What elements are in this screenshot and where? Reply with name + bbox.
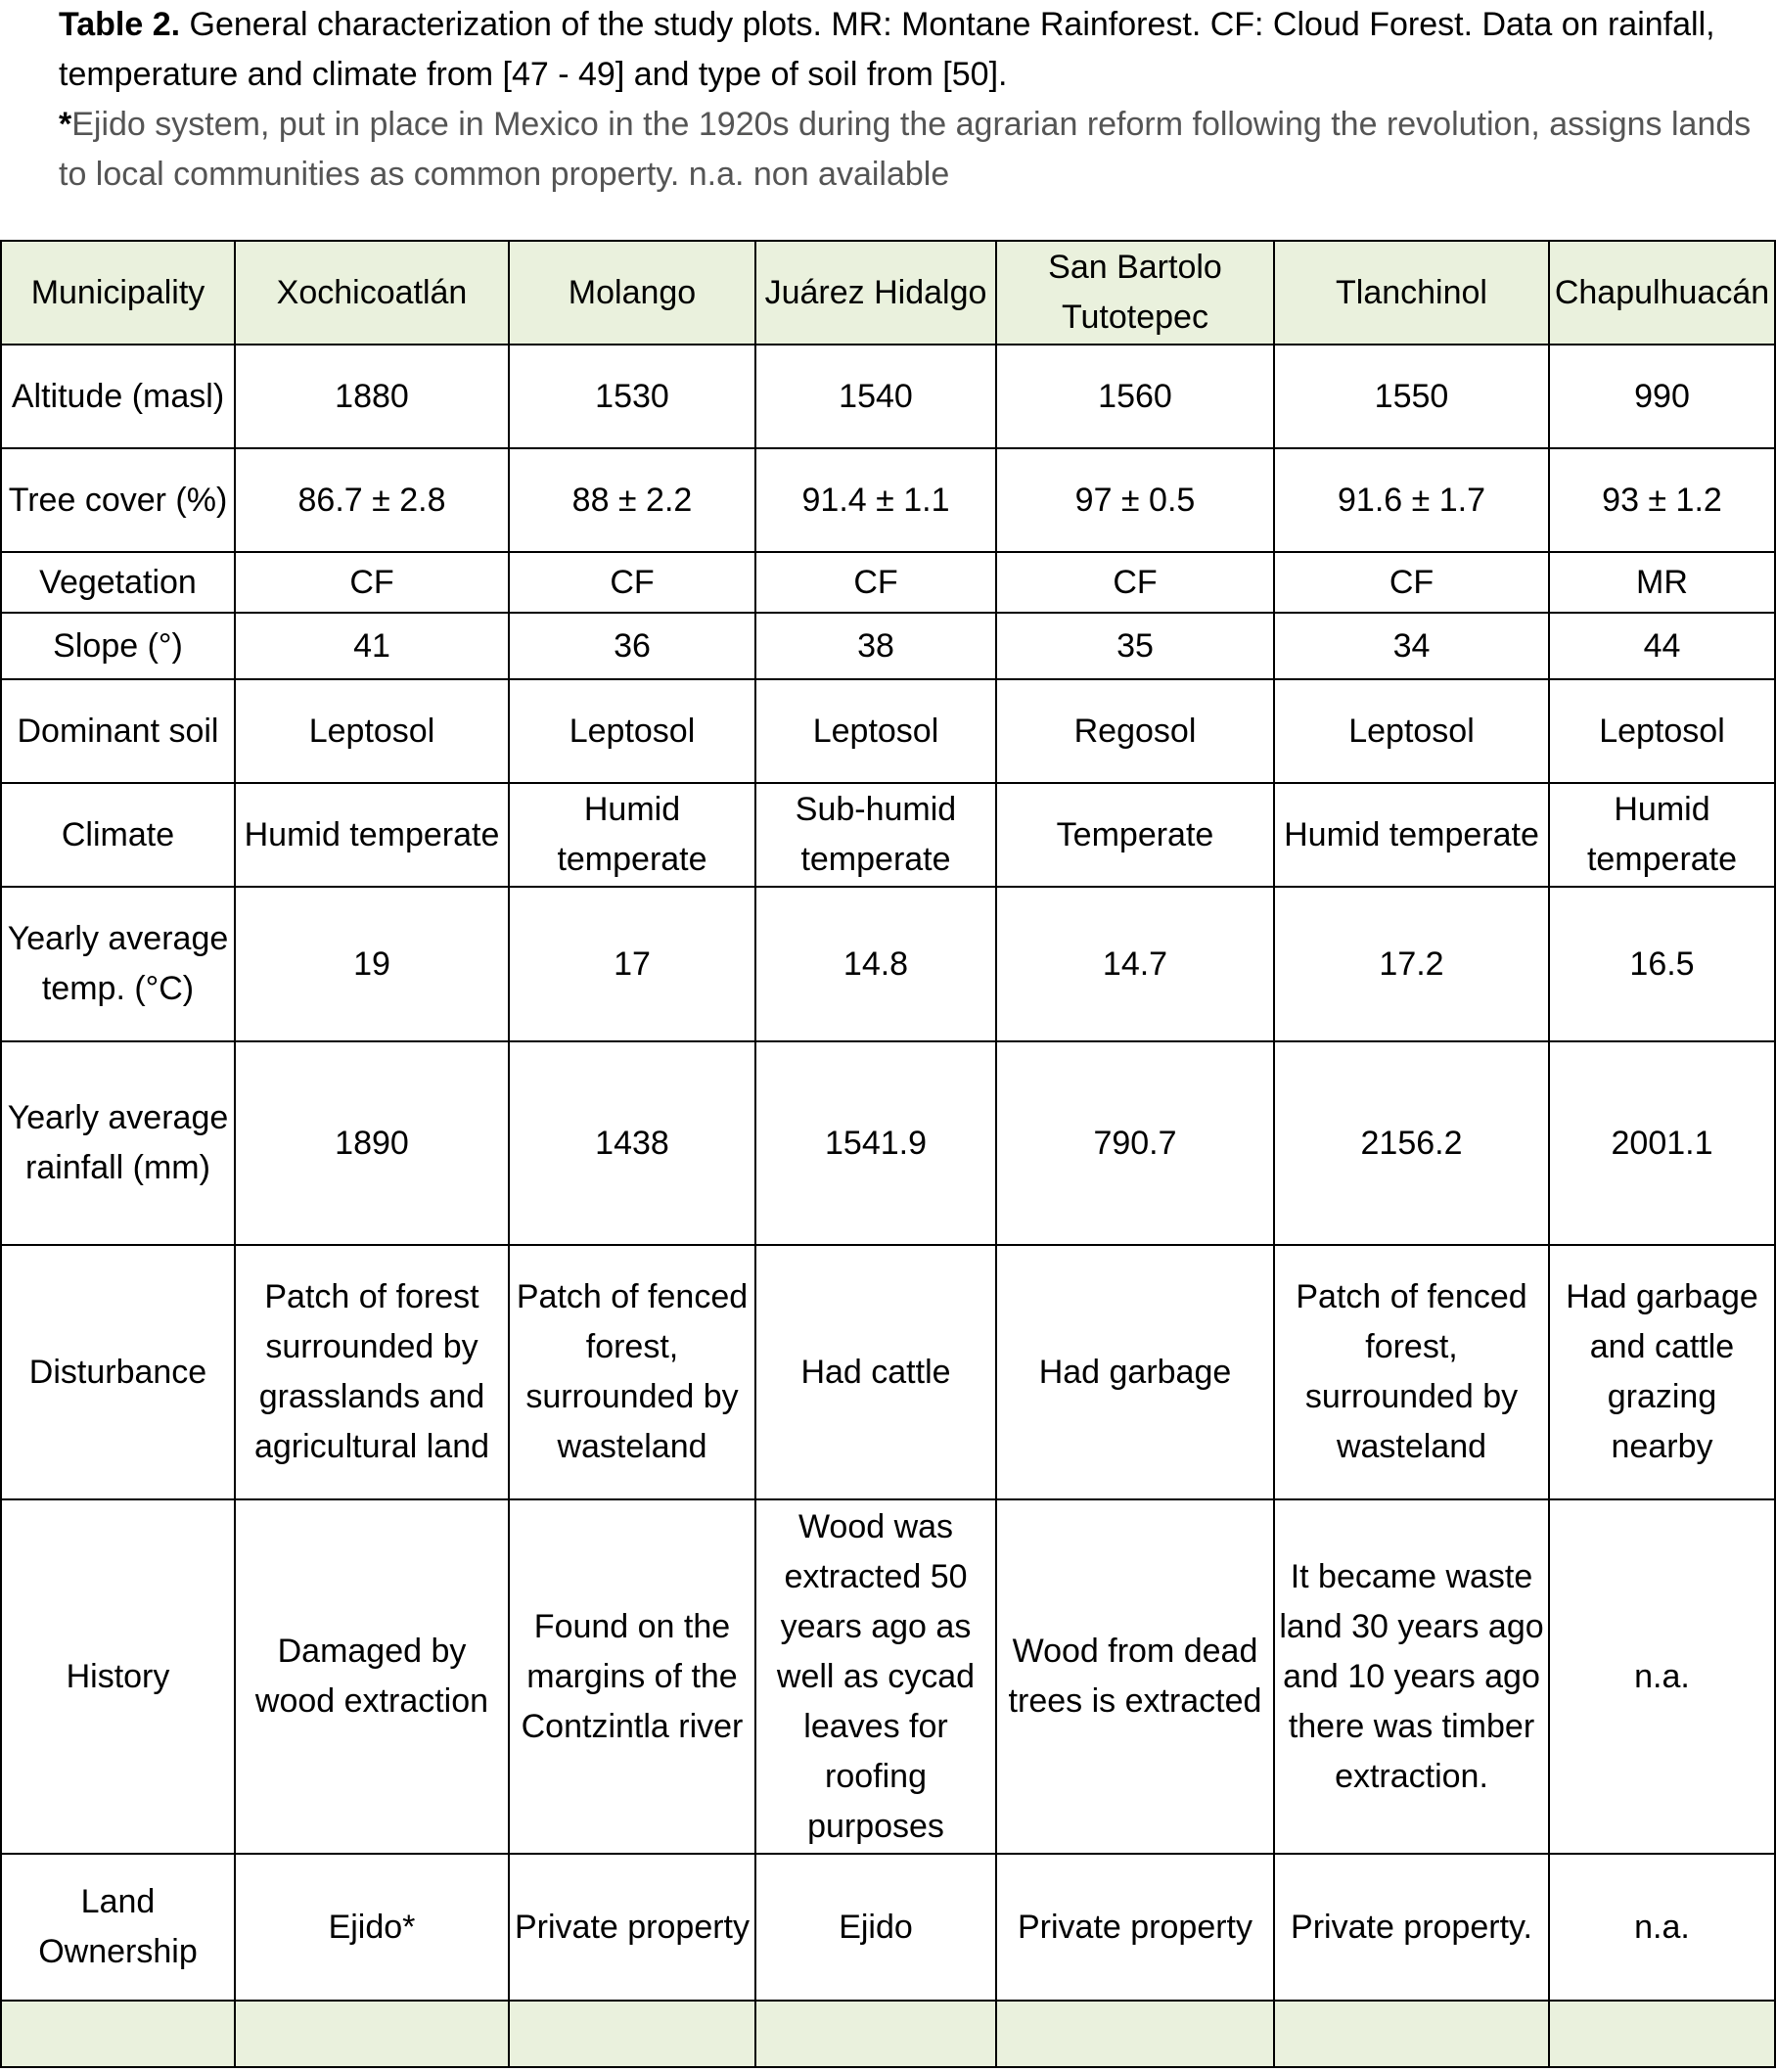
table-cell: 1530 xyxy=(509,345,755,448)
note-asterisk: * xyxy=(59,106,72,143)
table-cell: 1890 xyxy=(235,1041,509,1245)
table-cell: Private property. xyxy=(1274,1854,1549,2001)
row-label: History xyxy=(1,1499,235,1854)
table-row xyxy=(1,613,1775,679)
table-cell: 19 xyxy=(235,887,509,1041)
table-cell: Leptosol xyxy=(755,679,996,783)
caption-note xyxy=(59,100,1761,200)
table-cell: MR xyxy=(1549,552,1775,613)
table-cell: Leptosol xyxy=(509,679,755,783)
table-cell: n.a. xyxy=(1549,1499,1775,1854)
table-cell: Had cattle xyxy=(755,1245,996,1499)
header-label: Municipality xyxy=(1,241,235,345)
table-cell: CF xyxy=(755,552,996,613)
note-text: Ejido system, put in place in Mexico in the 1920s during the agrarian reform following the revolution, assigns lands to local communities as common property. n.a. non available xyxy=(59,106,1752,193)
table-cell: CF xyxy=(509,552,755,613)
table-cell: 1540 xyxy=(755,345,996,448)
table-cell: Wood was extracted 50 years ago as well as cycad leaves for roofing purposes xyxy=(755,1499,996,1854)
table-cell: 16.5 xyxy=(1549,887,1775,1041)
table-cell: 1880 xyxy=(235,345,509,448)
row-label: Yearly average temp. (°C) xyxy=(1,887,235,1041)
table-cell: 17.2 xyxy=(1274,887,1549,1041)
header-xochicoatlan: Xochicoatlán xyxy=(235,241,509,345)
table-cell: Leptosol xyxy=(235,679,509,783)
table-row xyxy=(1,1245,1775,1499)
table-cell: Patch of forest surrounded by grasslands and agricultural land xyxy=(235,1245,509,1499)
table-cell: Patch of fenced forest, surrounded by wasteland xyxy=(1274,1245,1549,1499)
table-cell: 1550 xyxy=(1274,345,1549,448)
table-cell: Wood from dead trees is extracted xyxy=(996,1499,1274,1854)
empty-cell xyxy=(755,2001,996,2067)
table-cell: 2001.1 xyxy=(1549,1041,1775,1245)
table-cell: 17 xyxy=(509,887,755,1041)
header-row xyxy=(1,241,1775,345)
row-label: Altitude (masl) xyxy=(1,345,235,448)
header-chapulhuacan: Chapulhuacán xyxy=(1549,241,1775,345)
row-label: Yearly average rainfall (mm) xyxy=(1,1041,235,1245)
row-label: Dominant soil xyxy=(1,679,235,783)
table-cell: Ejido* xyxy=(235,1854,509,2001)
table-cell: 14.7 xyxy=(996,887,1274,1041)
table-cell: 1560 xyxy=(996,345,1274,448)
header-molango: Molango xyxy=(509,241,755,345)
table-cell: It became waste land 30 years ago and 10 years ago there was timber extraction. xyxy=(1274,1499,1549,1854)
table-cell: Ejido xyxy=(755,1854,996,2001)
empty-cell xyxy=(1274,2001,1549,2067)
caption-text: General characterization of the study plots. MR: Montane Rainforest. CF: Cloud Forest. Data on rainfall, temperature and climate from [47 - 49] and type of soil from [50]. xyxy=(59,6,1715,93)
table-caption xyxy=(59,0,1761,200)
table-row xyxy=(1,783,1775,887)
table-cell: 38 xyxy=(755,613,996,679)
table-cell: 88 ± 2.2 xyxy=(509,448,755,552)
empty-cell xyxy=(1549,2001,1775,2067)
table-cell: Leptosol xyxy=(1274,679,1549,783)
table-cell: 41 xyxy=(235,613,509,679)
caption-main xyxy=(59,0,1761,100)
table-cell: 14.8 xyxy=(755,887,996,1041)
table-cell: Patch of fenced forest, surrounded by wasteland xyxy=(509,1245,755,1499)
row-label: Tree cover (%) xyxy=(1,448,235,552)
row-label: Vegetation xyxy=(1,552,235,613)
table-cell: n.a. xyxy=(1549,1854,1775,2001)
table-cell: Humid temperate xyxy=(1274,783,1549,887)
table-row xyxy=(1,679,1775,783)
table-cell: CF xyxy=(235,552,509,613)
header-juarez-hidalgo: Juárez Hidalgo xyxy=(755,241,996,345)
table-cell: Found on the margins of the Contzintla river xyxy=(509,1499,755,1854)
table-row xyxy=(1,1854,1775,2001)
table-row xyxy=(1,448,1775,552)
table-cell: 91.4 ± 1.1 xyxy=(755,448,996,552)
table-row xyxy=(1,887,1775,1041)
table-cell: Had garbage and cattle grazing nearby xyxy=(1549,1245,1775,1499)
empty-footer-row xyxy=(1,2001,1775,2067)
table-cell: 790.7 xyxy=(996,1041,1274,1245)
empty-cell xyxy=(1,2001,235,2067)
table-cell: Humid temperate xyxy=(509,783,755,887)
row-label: Land Ownership xyxy=(1,1854,235,2001)
table-cell: 86.7 ± 2.8 xyxy=(235,448,509,552)
table-cell: Temperate xyxy=(996,783,1274,887)
empty-cell xyxy=(235,2001,509,2067)
table-cell: 36 xyxy=(509,613,755,679)
table-row xyxy=(1,1041,1775,1245)
table-cell: Damaged by wood extraction xyxy=(235,1499,509,1854)
table-cell: 990 xyxy=(1549,345,1775,448)
table-cell: Had garbage xyxy=(996,1245,1274,1499)
table-cell: Sub-humid temperate xyxy=(755,783,996,887)
study-plots-table xyxy=(0,240,1776,2068)
table-cell: 97 ± 0.5 xyxy=(996,448,1274,552)
table-cell: 91.6 ± 1.7 xyxy=(1274,448,1549,552)
table-cell: Leptosol xyxy=(1549,679,1775,783)
empty-cell xyxy=(509,2001,755,2067)
table-cell: Private property xyxy=(509,1854,755,2001)
header-tlanchinol: Tlanchinol xyxy=(1274,241,1549,345)
row-label: Disturbance xyxy=(1,1245,235,1499)
row-label: Climate xyxy=(1,783,235,887)
empty-cell xyxy=(996,2001,1274,2067)
table-cell: 34 xyxy=(1274,613,1549,679)
table-cell: 2156.2 xyxy=(1274,1041,1549,1245)
table-cell: CF xyxy=(996,552,1274,613)
table-cell: 35 xyxy=(996,613,1274,679)
table-cell: 1438 xyxy=(509,1041,755,1245)
table-cell: 93 ± 1.2 xyxy=(1549,448,1775,552)
table-cell: Regosol xyxy=(996,679,1274,783)
header-san-bartolo: San Bartolo Tutotepec xyxy=(996,241,1274,345)
row-label: Slope (°) xyxy=(1,613,235,679)
table-cell: 44 xyxy=(1549,613,1775,679)
table-cell: CF xyxy=(1274,552,1549,613)
caption-label: Table 2. xyxy=(59,6,181,43)
table-cell: 1541.9 xyxy=(755,1041,996,1245)
table-cell: Humid temperate xyxy=(235,783,509,887)
table-cell: Humid temperate xyxy=(1549,783,1775,887)
table-row xyxy=(1,1499,1775,1854)
table-cell: Private property xyxy=(996,1854,1274,2001)
table-row xyxy=(1,552,1775,613)
table-row xyxy=(1,345,1775,448)
